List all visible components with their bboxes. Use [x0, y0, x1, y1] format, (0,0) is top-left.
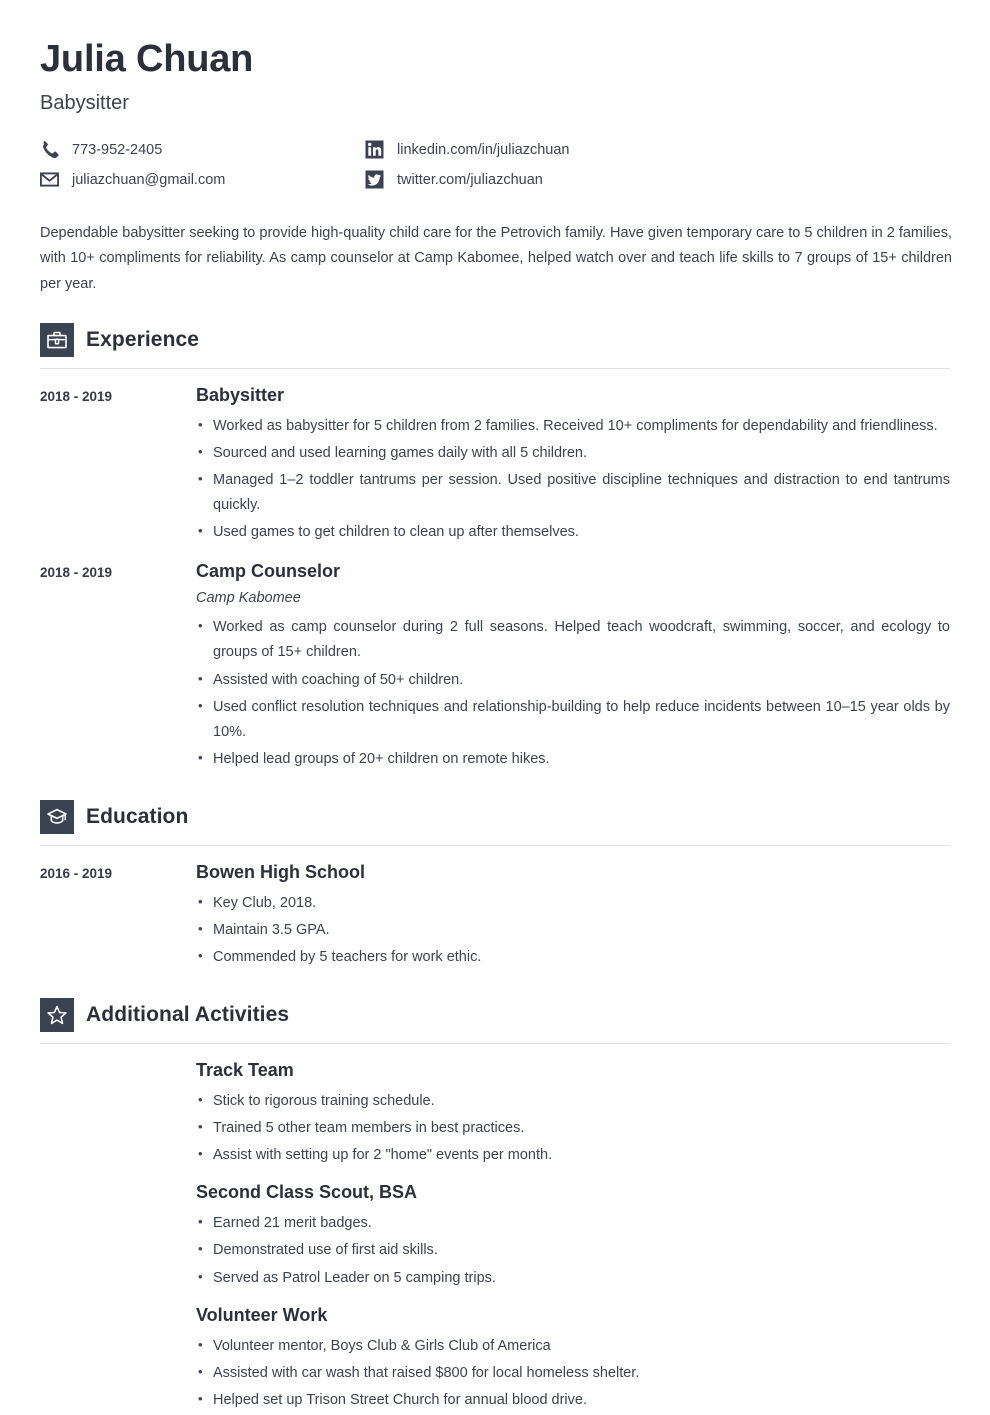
- contact-linkedin[interactable]: [365, 135, 690, 165]
- list-item: • Trained 5 other team members in best practices.: [196, 1116, 950, 1141]
- section-header-activities: [40, 998, 950, 1044]
- page-title: Julia Chuan: [40, 38, 254, 80]
- entry-bullets: [196, 891, 950, 970]
- section-title-education: Education: [86, 804, 189, 828]
- activity-title: Second Class Scout, BSA: [196, 1182, 418, 1203]
- list-item: • Earned 21 merit badges.: [196, 1211, 950, 1236]
- graduation-cap-icon: [40, 800, 74, 834]
- list-item: • Served as Patrol Leader on 5 camping trips.: [196, 1266, 950, 1291]
- list-item: • Helped lead groups of 20+ children on remote hikes.: [196, 747, 950, 772]
- activity-bullets: [196, 1211, 950, 1290]
- professional-summary: Dependable babysitter seeking to provide high-quality child care for the Petrovich family. Have given temporary care to 5 children in 2 families, with 10+ compliments for reliability. As camp counselor at Camp Kabomee, helped watch over and teach life skills to 7 groups of 15+ children per year.: [40, 224, 952, 292]
- section-header-education: [40, 800, 950, 846]
- list-item: • Helped set up Trison Street Church for annual blood drive.: [196, 1388, 950, 1413]
- list-item: • Assisted with car wash that raised $800 for local homeless shelter.: [196, 1361, 950, 1386]
- experience-entry: [40, 385, 950, 547]
- section-experience: [40, 323, 950, 774]
- list-item: • Maintain 3.5 GPA.: [196, 918, 950, 943]
- list-item: • Assisted with coaching of 50+ children.: [196, 668, 950, 693]
- activities-entry: [40, 1060, 950, 1415]
- list-item: • Key Club, 2018.: [196, 891, 950, 916]
- contact-email-text: juliazchuan@gmail.com: [72, 171, 226, 188]
- entry-dates: 2018 - 2019: [40, 389, 113, 405]
- entry-bullets: [196, 414, 950, 545]
- entry-title: Babysitter: [196, 385, 285, 406]
- email-icon: [40, 170, 59, 189]
- briefcase-icon: [40, 323, 74, 357]
- list-item: • Sourced and used learning games daily with all 5 children.: [196, 441, 950, 466]
- section-additional-activities: [40, 998, 950, 1415]
- section-title-experience: Experience: [86, 328, 200, 352]
- entry-body: [196, 862, 950, 972]
- entry-body: [196, 561, 950, 773]
- list-item: • Worked as camp counselor during 2 full seasons. Helped teach woodcraft, swimming, soccer, and ecology to groups of 15+ children.: [196, 615, 950, 665]
- entry-subtitle: Camp Kabomee: [196, 590, 301, 607]
- twitter-icon: [365, 170, 384, 189]
- list-item: • Used conflict resolution techniques and relationship-building to help reduce incidents between 10–15 year olds by 10%.: [196, 695, 950, 745]
- entry-dates: 2018 - 2019: [40, 565, 113, 581]
- section-education: [40, 800, 950, 972]
- contact-email[interactable]: [40, 165, 365, 195]
- entry-bullets: [196, 615, 950, 771]
- section-title-activities: Additional Activities: [86, 1003, 290, 1027]
- entry-body: [196, 1060, 950, 1415]
- activity-bullets: [196, 1089, 950, 1168]
- section-header-experience: [40, 323, 950, 369]
- activity-bullets: [196, 1334, 950, 1413]
- list-item: • Volunteer mentor, Boys Club & Girls Club of America: [196, 1334, 950, 1359]
- activity-title: Track Team: [196, 1060, 294, 1081]
- entry-body: [196, 385, 950, 547]
- experience-entries: [40, 385, 950, 774]
- resume-header: [40, 40, 950, 195]
- list-item: • Commended by 5 teachers for work ethic.: [196, 945, 950, 970]
- entry-title: Bowen High School: [196, 861, 365, 882]
- entry-dates: 2016 - 2019: [40, 865, 113, 881]
- contact-phone[interactable]: [40, 135, 365, 165]
- experience-entry: [40, 561, 950, 773]
- list-item: • Assist with setting up for 2 "home" events per month.: [196, 1143, 950, 1168]
- activity-title: Volunteer Work: [196, 1304, 328, 1325]
- star-icon: [40, 998, 74, 1032]
- contact-twitter-text: twitter.com/juliazchuan: [397, 171, 543, 188]
- activity-block: [196, 1060, 950, 1168]
- list-item: • Managed 1–2 toddler tantrums per session. Used positive discipline techniques and distraction to end tantrums quickly.: [196, 468, 950, 518]
- list-item: • Worked as babysitter for 5 children from 2 families. Received 10+ compliments for dependability and friendliness.: [196, 414, 950, 439]
- linkedin-icon: [365, 140, 384, 159]
- contact-list: [40, 135, 700, 195]
- entry-dates-empty: [40, 1060, 196, 1415]
- education-entry: [40, 862, 950, 972]
- job-title: Babysitter: [40, 91, 129, 114]
- list-item: • Used games to get children to clean up after themselves.: [196, 520, 950, 545]
- phone-icon: [40, 140, 59, 159]
- contact-twitter[interactable]: [365, 165, 690, 195]
- education-entries: [40, 862, 950, 972]
- activity-block: [196, 1305, 950, 1413]
- contact-phone-text: 773-952-2405: [72, 141, 163, 158]
- contact-linkedin-text: linkedin.com/in/juliazchuan: [397, 141, 570, 158]
- entry-title: Camp Counselor: [196, 561, 341, 582]
- list-item: • Stick to rigorous training schedule.: [196, 1089, 950, 1114]
- activity-block: [196, 1182, 950, 1290]
- list-item: • Demonstrated use of first aid skills.: [196, 1238, 950, 1263]
